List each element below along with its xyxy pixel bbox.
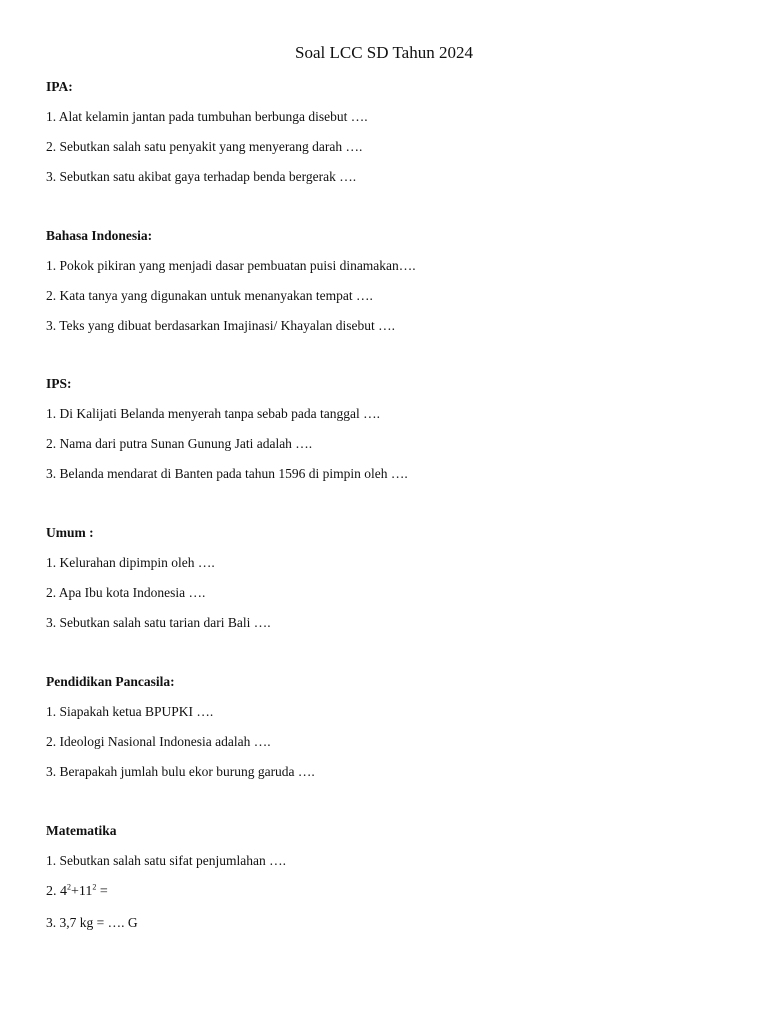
question-item: 2. Sebutkan salah satu penyakit yang menyerang darah …. — [46, 139, 363, 154]
question-item: 1. Di Kalijati Belanda menyerah tanpa sebab pada tanggal …. — [46, 406, 381, 421]
section-ips — [46, 375, 726, 483]
document-title: Soal LCC SD Tahun 2024 — [295, 43, 473, 62]
section-heading: IPA: — [46, 79, 73, 94]
section-heading: IPS: — [46, 376, 72, 391]
question-item: 2. Ideologi Nasional Indonesia adalah …. — [46, 734, 271, 749]
question-item: 1. Sebutkan salah satu sifat penjumlahan …. — [46, 853, 286, 868]
question-item: 3. Teks yang dibuat berdasarkan Imajinasi/ Khayalan disebut …. — [46, 318, 395, 333]
section-heading: Matematika — [46, 823, 117, 838]
math-question-item — [46, 883, 726, 901]
math-base: 4 — [60, 884, 67, 899]
section-ipa — [46, 78, 726, 186]
question-item: 1. Pokok pikiran yang menjadi dasar pembuatan puisi dinamakan…. — [46, 258, 416, 273]
question-item: 3. Belanda mendarat di Banten pada tahun 1596 di pimpin oleh …. — [46, 466, 408, 481]
question-item: 1. Siapakah ketua BPUPKI …. — [46, 704, 214, 719]
math-plus: + — [71, 884, 79, 899]
question-item: 3. Sebutkan satu akibat gaya terhadap benda bergerak …. — [46, 169, 357, 184]
section-umum — [46, 524, 726, 632]
question-item: 2. Nama dari putra Sunan Gunung Jati adalah …. — [46, 436, 313, 451]
math-base: 11 — [78, 884, 93, 899]
section-heading: Bahasa Indonesia: — [46, 228, 153, 243]
math-suffix: = — [96, 884, 108, 899]
math-prefix: 2. — [46, 884, 60, 899]
question-item: 3. Sebutkan salah satu tarian dari Bali …. — [46, 615, 271, 630]
section-heading: Pendidikan Pancasila: — [46, 674, 175, 689]
question-item: 2. Apa Ibu kota Indonesia …. — [46, 585, 206, 600]
math-exponent: 2 — [92, 882, 97, 892]
section-pendidikan-pancasila — [46, 673, 726, 781]
math-exponent: 2 — [67, 882, 71, 892]
section-heading: Umum : — [46, 525, 94, 540]
section-bahasa-indonesia — [46, 227, 726, 335]
question-item: 1. Alat kelamin jantan pada tumbuhan berbunga disebut …. — [46, 109, 368, 124]
question-item: 1. Kelurahan dipimpin oleh …. — [46, 555, 215, 570]
section-matematika — [46, 822, 726, 932]
question-item: 3. Berapakah jumlah bulu ekor burung garuda …. — [46, 764, 315, 779]
question-item: 2. Kata tanya yang digunakan untuk menanyakan tempat …. — [46, 288, 373, 303]
question-item: 3. 3,7 kg = …. G — [46, 915, 138, 930]
